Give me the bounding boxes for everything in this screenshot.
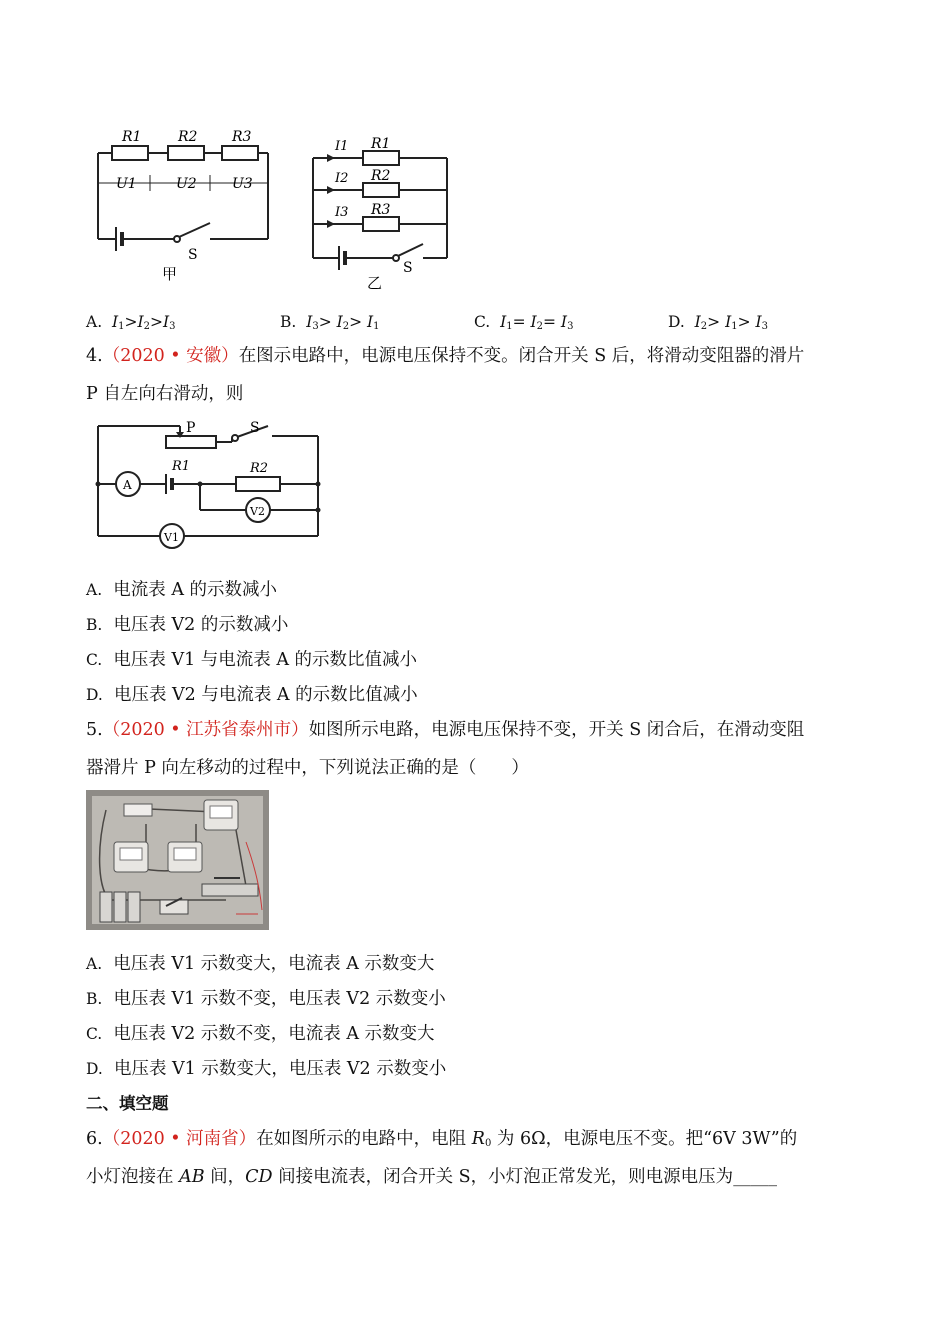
r3-label: R3: [371, 202, 391, 218]
q6-stem-line2: 小灯泡接在 AB 间，CD 间接电流表，闭合开关 S，小灯泡正常发光，则电源电压为_____: [86, 1167, 777, 1187]
switch-s-label: S: [188, 247, 198, 263]
q5-source: （2020 • 江苏省泰州市）: [102, 720, 309, 740]
q3-option-a[interactable]: A. $I_1>I_2>I_3$: [86, 313, 176, 332]
u2-label: U2: [176, 176, 197, 192]
q4-option-d[interactable]: D. 电压表 V2 与电流表 A 的示数比值减小: [86, 685, 418, 705]
ammeter-label: A: [123, 478, 132, 492]
q4-option-b[interactable]: B. 电压表 V2 的示数减小: [86, 615, 289, 635]
switch-s-label: S: [403, 260, 413, 276]
q6-number: 6.: [86, 1129, 103, 1149]
q3-option-b[interactable]: B. $I_3> I_2> I_1$: [280, 313, 380, 332]
r1-label: R1: [371, 136, 391, 152]
figure-jia-label: 甲: [162, 265, 178, 283]
q4-source: （2020 • 安徽）: [102, 346, 239, 366]
q3-figure-right: [305, 130, 465, 292]
section-heading-fill-in: 二、填空题: [86, 1094, 169, 1113]
q4-number: 4.: [86, 346, 103, 366]
r1-label: R1: [172, 459, 191, 474]
q5-option-b[interactable]: B. 电压表 V1 示数不变，电压表 V2 示数变小: [86, 989, 446, 1009]
q5-option-c[interactable]: C. 电压表 V2 示数不变，电流表 A 示数变大: [86, 1024, 435, 1044]
q3-option-c[interactable]: C. $I_1= I_2= I_3$: [474, 313, 574, 332]
q5-option-d[interactable]: D. 电压表 V1 示数变大，电压表 V2 示数变小: [86, 1059, 447, 1079]
v2-label: V2: [250, 505, 265, 518]
q5-circuit-photo: [86, 790, 269, 930]
r2-label: R2: [371, 168, 391, 184]
p-label: P: [186, 420, 196, 436]
figure-yi-label: 乙: [367, 274, 383, 292]
s-label: S: [250, 420, 260, 436]
answer-blank[interactable]: _____: [733, 1167, 777, 1187]
q6-source: （2020 • 河南省）: [102, 1129, 257, 1149]
u3-label: U3: [232, 176, 253, 192]
q4-option-c[interactable]: C. 电压表 V1 与电流表 A 的示数比值减小: [86, 650, 418, 670]
q5-stem-line2: 器滑片 P 向左移动的过程中，下列说法正确的是（ ）: [86, 758, 529, 778]
q5-number: 5.: [86, 720, 103, 740]
r2-label: R2: [250, 461, 269, 476]
q5-option-a[interactable]: A. 电压表 V1 示数变大，电流表 A 示数变大: [86, 954, 435, 974]
q4-option-a[interactable]: A. 电流表 A 的示数减小: [86, 580, 278, 600]
q6-stem-line1: 6.（2020 • 河南省）在如图所示的电路中，电阻 $R_0$ 为 6Ω，电源电压不变。把“6V 3W”的: [86, 1129, 798, 1149]
q4-circuit-figure: [90, 418, 330, 554]
q5-stem-line1: 5.（2020 • 江苏省泰州市）如图所示电路，电源电压保持不变，开关 S 闭合后，在滑动变阻: [86, 720, 805, 740]
q4-stem-line1: 4.（2020 • 安徽）在图示电路中，电源电压保持不变。闭合开关 S 后，将滑动变阻器的滑片: [86, 346, 805, 366]
r2-label: R2: [178, 129, 198, 145]
v1-label: V1: [164, 531, 179, 544]
u1-label: U1: [116, 176, 137, 192]
i1-label: I1: [335, 139, 349, 154]
q4-stem-line2: P 自左向右滑动，则: [86, 384, 244, 404]
i2-label: I2: [335, 171, 349, 186]
q3-figure-left: [92, 125, 282, 285]
i3-label: I3: [335, 205, 349, 220]
q3-option-d[interactable]: D. $I_2> I_1> I_3$: [668, 313, 769, 332]
r3-label: R3: [232, 129, 252, 145]
r1-label: R1: [122, 129, 142, 145]
